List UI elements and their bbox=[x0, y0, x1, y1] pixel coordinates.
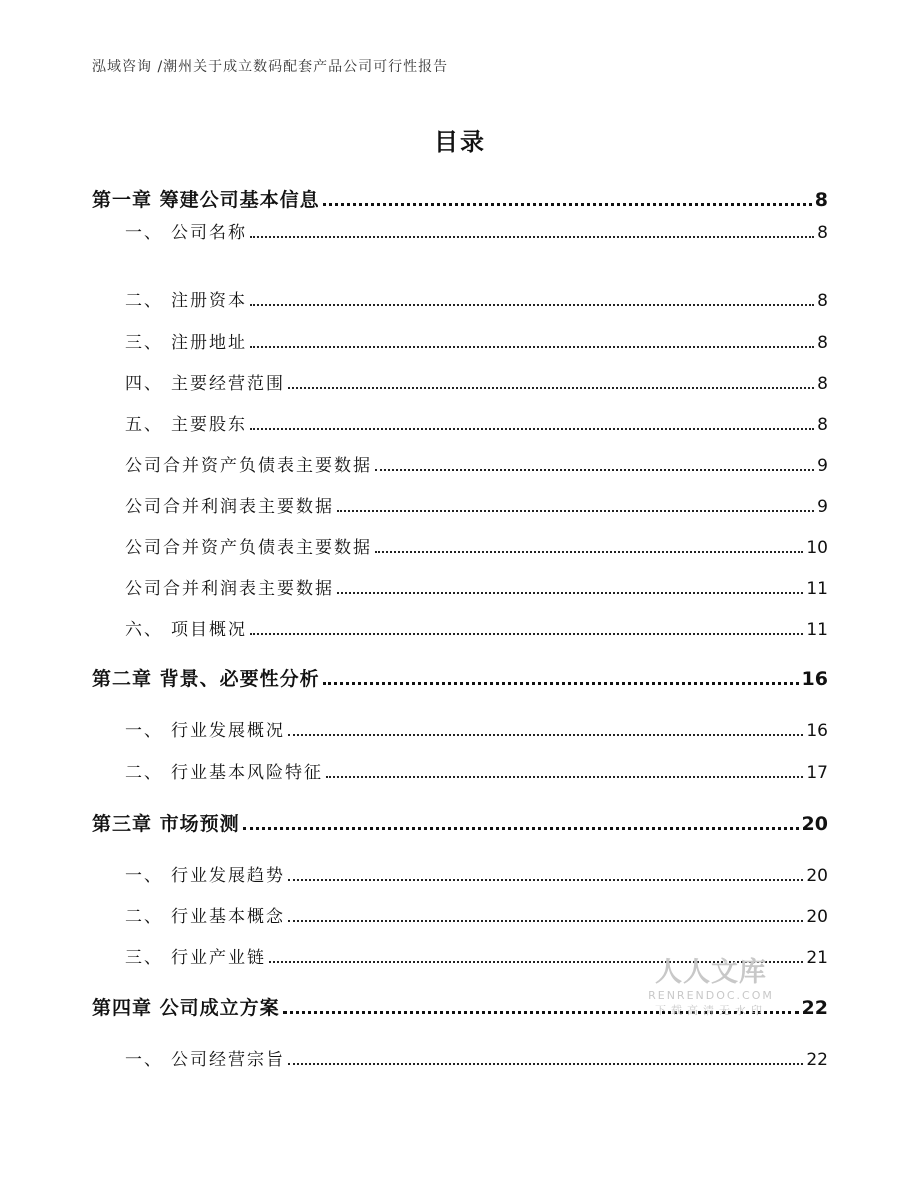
toc-section-entry[interactable] bbox=[125, 410, 828, 435]
toc-page-number: 22 bbox=[801, 997, 828, 1019]
toc-dot-leader bbox=[326, 776, 803, 778]
toc-page-number: 9 bbox=[817, 456, 828, 476]
toc-entry-label bbox=[125, 492, 334, 517]
watermark-tagline: 下载高清无水印 bbox=[655, 1004, 767, 1017]
toc-dot-leader bbox=[288, 387, 814, 389]
toc-dot-leader bbox=[250, 346, 814, 348]
toc-entry-text: 公司合并资产负债表主要数据 bbox=[125, 538, 372, 558]
toc-section-entry[interactable] bbox=[125, 758, 828, 783]
toc-page-number: 11 bbox=[806, 620, 828, 640]
toc-dot-leader bbox=[288, 879, 803, 881]
toc-section-entry[interactable] bbox=[125, 716, 828, 741]
toc-entry-number: 一、 bbox=[125, 1050, 163, 1070]
toc-page-number: 8 bbox=[817, 291, 828, 311]
toc-page-number: 16 bbox=[801, 668, 828, 690]
toc-page-number: 22 bbox=[806, 1050, 828, 1070]
toc-entry-text: 第一章 筹建公司基本信息 bbox=[92, 189, 320, 211]
toc-entry-label bbox=[125, 218, 247, 243]
toc-dot-leader bbox=[288, 920, 803, 922]
watermark-logo-text: 人人文库 bbox=[655, 957, 767, 988]
toc-dot-leader bbox=[337, 592, 803, 594]
toc-page-number: 16 bbox=[806, 721, 828, 741]
toc-entry-text: 公司名称 bbox=[171, 223, 247, 243]
toc-dot-leader bbox=[250, 633, 803, 635]
toc-entry-text: 第三章 市场预测 bbox=[92, 813, 240, 835]
toc-dot-leader bbox=[323, 203, 812, 206]
toc-entry-number: 二、 bbox=[125, 907, 163, 927]
toc-entry-text: 行业基本概念 bbox=[171, 907, 285, 927]
watermark-domain: RENRENDOC.COM bbox=[648, 989, 774, 1002]
toc-entry-text: 注册资本 bbox=[171, 291, 247, 311]
toc-entry-text: 公司合并利润表主要数据 bbox=[125, 497, 334, 517]
toc-page-number: 20 bbox=[806, 907, 828, 927]
toc-dot-leader bbox=[250, 428, 814, 430]
toc-dot-leader bbox=[283, 1011, 799, 1014]
toc-dot-leader bbox=[250, 236, 814, 238]
toc-entry-label bbox=[125, 902, 285, 927]
toc-chapter-entry[interactable] bbox=[92, 664, 828, 691]
toc-dot-leader bbox=[288, 734, 803, 736]
toc-entry-text: 项目概况 bbox=[171, 620, 247, 640]
toc-section-entry[interactable] bbox=[125, 218, 828, 243]
toc-entry-text: 第二章 背景、必要性分析 bbox=[92, 668, 320, 690]
toc-page-number: 8 bbox=[814, 189, 828, 211]
toc-entry-label bbox=[125, 369, 285, 394]
toc-entry-number: 三、 bbox=[125, 333, 163, 353]
toc-dot-leader bbox=[269, 961, 803, 963]
toc-entry-label bbox=[125, 328, 247, 353]
toc-entry-text: 主要经营范围 bbox=[171, 374, 285, 394]
page-header: 泓域咨询 /潮州关于成立数码配套产品公司可行性报告 bbox=[92, 59, 449, 75]
toc-page-number: 8 bbox=[817, 223, 828, 243]
toc-entry-text: 行业产业链 bbox=[171, 948, 266, 968]
toc-dot-leader bbox=[288, 1063, 803, 1065]
toc-chapter-entry[interactable] bbox=[92, 993, 828, 1020]
toc-section-entry[interactable] bbox=[125, 615, 828, 640]
toc-page-number: 20 bbox=[801, 813, 828, 835]
toc-entry-number: 二、 bbox=[125, 291, 163, 311]
toc-dot-leader bbox=[243, 827, 799, 830]
toc-entry-label bbox=[92, 185, 320, 212]
toc-section-entry[interactable] bbox=[125, 492, 828, 517]
toc-entry-text: 公司合并资产负债表主要数据 bbox=[125, 456, 372, 476]
toc-page-number: 8 bbox=[817, 374, 828, 394]
toc-entry-label bbox=[92, 809, 240, 836]
toc-entry-label bbox=[125, 615, 247, 640]
toc-page-number: 17 bbox=[806, 763, 828, 783]
toc-entry-text: 公司经营宗旨 bbox=[171, 1050, 285, 1070]
toc-entry-label bbox=[125, 451, 372, 476]
toc-entry-label bbox=[92, 664, 320, 691]
toc-entry-text: 行业发展趋势 bbox=[171, 866, 285, 886]
toc-entry-number: 一、 bbox=[125, 223, 163, 243]
toc-section-entry[interactable] bbox=[125, 861, 828, 886]
toc-entry-label bbox=[125, 533, 372, 558]
toc-section-entry[interactable] bbox=[125, 902, 828, 927]
toc-dot-leader bbox=[337, 510, 814, 512]
toc-dot-leader bbox=[250, 304, 814, 306]
toc-entry-text: 行业发展概况 bbox=[171, 721, 285, 741]
toc-entry-label bbox=[125, 1045, 285, 1070]
toc-section-entry[interactable] bbox=[125, 328, 828, 353]
toc-entry-number: 四、 bbox=[125, 374, 163, 394]
toc-entry-text: 第四章 公司成立方案 bbox=[92, 997, 280, 1019]
toc-page-number: 21 bbox=[806, 948, 828, 968]
toc-section-entry[interactable] bbox=[125, 943, 828, 968]
toc-section-entry[interactable] bbox=[125, 574, 828, 599]
toc-entry-label bbox=[125, 716, 285, 741]
toc-dot-leader bbox=[375, 551, 803, 553]
toc-title: 目录 bbox=[434, 128, 486, 156]
toc-section-entry[interactable] bbox=[125, 451, 828, 476]
toc-entry-text: 注册地址 bbox=[171, 333, 247, 353]
toc-entry-label bbox=[125, 410, 247, 435]
toc-section-entry[interactable] bbox=[125, 533, 828, 558]
toc-section-entry[interactable] bbox=[125, 1045, 828, 1070]
toc-entry-label bbox=[125, 758, 323, 783]
toc-entry-label bbox=[125, 943, 266, 968]
toc-page-number: 9 bbox=[817, 497, 828, 517]
toc-entry-text: 行业基本风险特征 bbox=[171, 763, 323, 783]
toc-section-entry[interactable] bbox=[125, 286, 828, 311]
toc-entry-number: 一、 bbox=[125, 721, 163, 741]
toc-entry-number: 五、 bbox=[125, 415, 163, 435]
toc-entry-label bbox=[125, 861, 285, 886]
toc-entry-label bbox=[92, 993, 280, 1020]
toc-entry-label bbox=[125, 574, 334, 599]
toc-entry-number: 六、 bbox=[125, 620, 163, 640]
toc-chapter-entry[interactable] bbox=[92, 809, 828, 836]
toc-entry-number: 一、 bbox=[125, 866, 163, 886]
toc-page-number: 11 bbox=[806, 579, 828, 599]
toc-entry-number: 二、 bbox=[125, 763, 163, 783]
toc-section-entry[interactable] bbox=[125, 369, 828, 394]
toc-entry-text: 公司合并利润表主要数据 bbox=[125, 579, 334, 599]
toc-dot-leader bbox=[323, 682, 799, 685]
toc-page-number: 20 bbox=[806, 866, 828, 886]
toc-chapter-entry[interactable] bbox=[92, 185, 828, 212]
toc-page-number: 8 bbox=[817, 415, 828, 435]
toc-entry-label bbox=[125, 286, 247, 311]
toc-dot-leader bbox=[375, 469, 814, 471]
toc-entry-number: 三、 bbox=[125, 948, 163, 968]
toc-entry-text: 主要股东 bbox=[171, 415, 247, 435]
toc-page-number: 10 bbox=[806, 538, 828, 558]
toc-page-number: 8 bbox=[817, 333, 828, 353]
